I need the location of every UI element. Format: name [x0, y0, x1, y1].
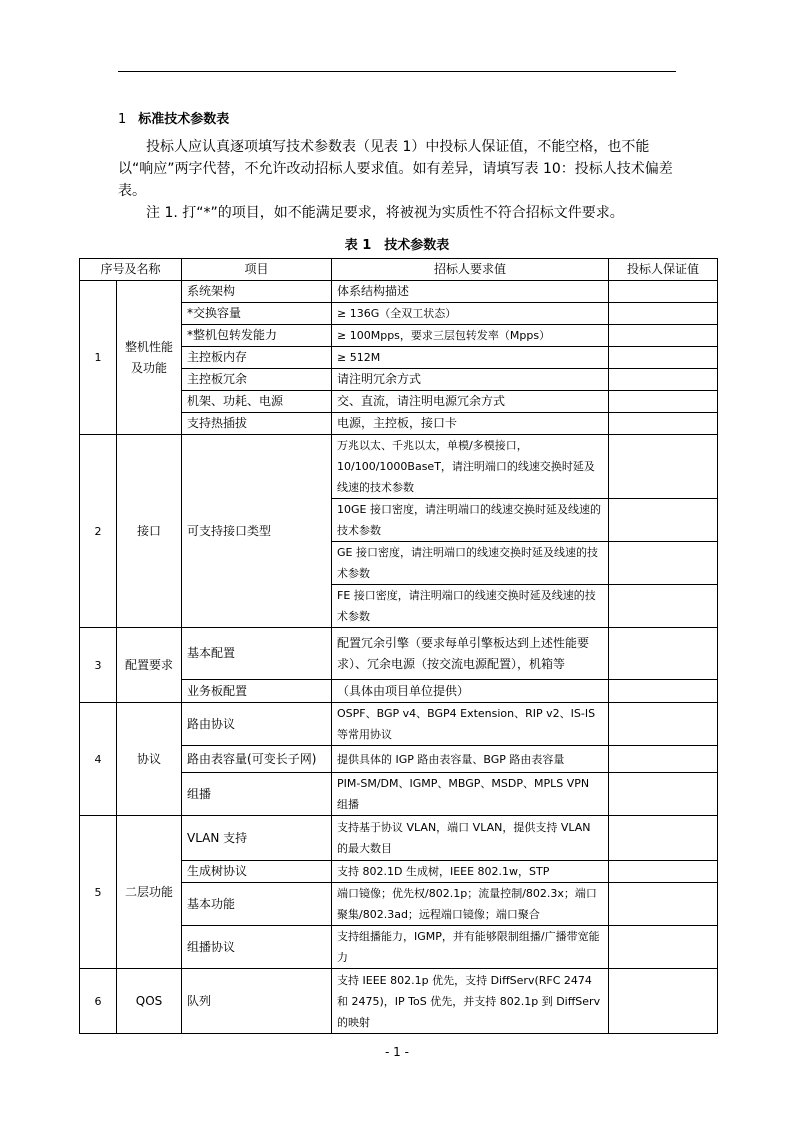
guarantee-cell[interactable]: [609, 347, 718, 369]
group-name: 协议: [117, 703, 182, 816]
table-header-row: [80, 259, 718, 281]
requirement-cell: 端口镜像；优先权/802.1p；流量控制/802.3x；端口聚集/802.3ad；远程端口镜像；端口聚合: [332, 883, 609, 926]
requirement-cell: 请注明冗余方式: [332, 369, 609, 391]
requirement-cell: OSPF、BGP v4、BGP4 Extension、RIP v2、IS-IS 等常用协议: [332, 703, 609, 746]
item-cell: 主控板内存: [182, 347, 332, 369]
group-name: 接口: [117, 435, 182, 628]
requirement-cell: ≥ 100Mpps，要求三层包转发率（Mpps）: [332, 325, 609, 347]
tech-params-table: [79, 258, 718, 1034]
item-cell: 可支持接口类型: [182, 435, 332, 628]
requirement-cell: 10GE 接口密度，请注明端口的线速交换时延及线速的技术参数: [332, 499, 609, 542]
requirement-cell: 万兆以太、千兆以太，单模/多模接口，10/100/1000BaseT，请注明端口的线速交换时延及线速的技术参数: [332, 435, 609, 499]
group-number: 6: [80, 969, 117, 1034]
item-cell: 基本配置: [182, 628, 332, 680]
requirement-cell: GE 接口密度，请注明端口的线速交换时延及线速的技术参数: [332, 542, 609, 585]
requirement-cell: FE 接口密度，请注明端口的线速交换时延及线速的技术参数: [332, 585, 609, 628]
guarantee-cell[interactable]: [609, 542, 718, 585]
intro-paragraph: 投标人应认真逐项填写技术参数表（见表 1）中投标人保证值，不能空格，也不能以“响应”两字代替，不允许改动招标人要求值。如有差异，请填写表 10：投标人技术偏差表。: [118, 139, 673, 199]
item-cell: 业务板配置: [182, 680, 332, 703]
group-number: 3: [80, 628, 117, 703]
requirement-cell: 电源，主控板，接口卡: [332, 413, 609, 435]
guarantee-cell[interactable]: [609, 969, 718, 1034]
item-cell: 生成树协议: [182, 861, 332, 883]
item-cell: *整机包转发能力: [182, 325, 332, 347]
table-row: [80, 281, 718, 303]
item-cell: 支持热插拔: [182, 413, 332, 435]
requirement-cell: 体系结构描述: [332, 281, 609, 303]
guarantee-cell[interactable]: [609, 746, 718, 773]
requirement-cell: 支持 802.1D 生成树，IEEE 802.1w，STP: [332, 861, 609, 883]
guarantee-cell[interactable]: [609, 680, 718, 703]
guarantee-cell[interactable]: [609, 499, 718, 542]
group-name: 整机性能及功能: [117, 281, 182, 435]
section-number: 1: [118, 112, 127, 127]
requirement-cell: 支持基于协议 VLAN，端口 VLAN，提供支持 VLAN 的最大数目: [332, 816, 609, 861]
requirement-cell: PIM-SM/DM、IGMP、MBGP、MSDP、MPLS VPN 组播: [332, 773, 609, 816]
section-heading: [118, 108, 229, 127]
intro-text: [118, 136, 678, 224]
requirement-cell: ≥ 136G（全双工状态）: [332, 303, 609, 325]
col-header-requirement: 招标人要求值: [332, 259, 609, 281]
guarantee-cell[interactable]: [609, 303, 718, 325]
requirement-cell: 支持 IEEE 802.1p 优先，支持 DiffServ(RFC 2474 和 2475)，IP ToS 优先，并支持 802.1p 到 DiffServ 的映射: [332, 969, 609, 1034]
group-number: 4: [80, 703, 117, 816]
guarantee-cell[interactable]: [609, 926, 718, 969]
guarantee-cell[interactable]: [609, 435, 718, 499]
section-title: 标准技术参数表: [138, 112, 230, 127]
item-cell: 组播: [182, 773, 332, 816]
item-cell: VLAN 支持: [182, 816, 332, 861]
requirement-cell: 提供具体的 IGP 路由表容量、BGP 路由表容量: [332, 746, 609, 773]
group-name: 配置要求: [117, 628, 182, 703]
guarantee-cell[interactable]: [609, 883, 718, 926]
guarantee-cell[interactable]: [609, 703, 718, 746]
table-row: [80, 703, 718, 746]
note-paragraph: 注 1. 打“*”的项目，如不能满足要求，将被视为实质性不符合招标文件要求。: [146, 205, 624, 221]
table-row: [80, 628, 718, 680]
guarantee-cell[interactable]: [609, 628, 718, 680]
guarantee-cell[interactable]: [609, 281, 718, 303]
requirement-cell: （具体由项目单位提供）: [332, 680, 609, 703]
group-name: 二层功能: [117, 816, 182, 969]
table-row: [80, 435, 718, 499]
requirement-cell: 支持组播能力，IGMP，并有能够限制组播/广播带宽能力: [332, 926, 609, 969]
item-cell: 基本功能: [182, 883, 332, 926]
guarantee-cell[interactable]: [609, 413, 718, 435]
col-header-guarantee: 投标人保证值: [609, 259, 718, 281]
guarantee-cell[interactable]: [609, 325, 718, 347]
table-row: [80, 816, 718, 861]
group-number: 5: [80, 816, 117, 969]
guarantee-cell[interactable]: [609, 369, 718, 391]
guarantee-cell[interactable]: [609, 391, 718, 413]
guarantee-cell[interactable]: [609, 816, 718, 861]
group-number: 1: [80, 281, 117, 435]
requirement-cell: ≥ 512M: [332, 347, 609, 369]
header-rule: [118, 71, 676, 72]
guarantee-cell[interactable]: [609, 585, 718, 628]
item-cell: 路由表容量(可变长子网): [182, 746, 332, 773]
item-cell: 系统架构: [182, 281, 332, 303]
item-cell: 队列: [182, 969, 332, 1034]
group-name: QOS: [117, 969, 182, 1034]
item-cell: 组播协议: [182, 926, 332, 969]
guarantee-cell[interactable]: [609, 861, 718, 883]
item-cell: 主控板冗余: [182, 369, 332, 391]
guarantee-cell[interactable]: [609, 773, 718, 816]
requirement-cell: 交、直流，请注明电源冗余方式: [332, 391, 609, 413]
col-header-name: 序号及名称: [80, 259, 182, 281]
item-cell: *交换容量: [182, 303, 332, 325]
col-header-item: 项目: [182, 259, 332, 281]
requirement-cell: 配置冗余引擎（要求每单引擎板达到上述性能要求）、冗余电源（按交流电源配置），机箱等: [332, 628, 609, 680]
group-number: 2: [80, 435, 117, 628]
table-row: [80, 969, 718, 1034]
table-caption: 表 1 技术参数表: [344, 238, 450, 253]
item-cell: 路由协议: [182, 703, 332, 746]
page-number: - 1 -: [385, 1045, 409, 1059]
item-cell: 机架、功耗、电源: [182, 391, 332, 413]
